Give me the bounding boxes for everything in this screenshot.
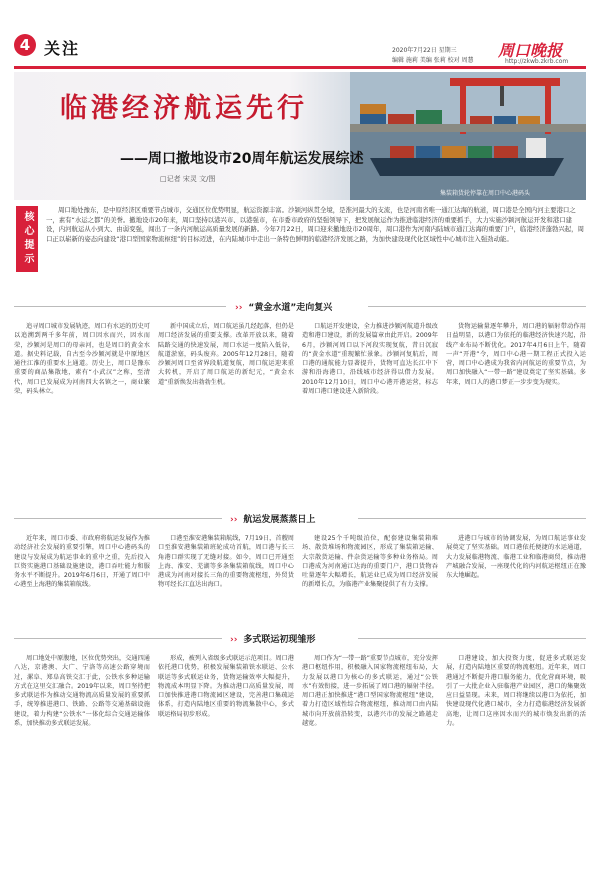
article-column: 周口地处中原腹地，区位优势突出，交通四通八达，京港澳、大广、宁洛等高速公路穿境而过，漯阜、郑阜高铁交汇于此，公铁水多种运输方式在这里交汇融合。2019年以来，周口坚持把多式联运作为推动交通物流高质量发展的重要抓手，统筹推进港口、铁路、公路等交通基础设施建设，着力构建“公铁水”一体化综合交通运输体系，加快推动多式联运发展。 bbox=[14, 655, 150, 728]
article-column: 口航运开发建设，全力推进沙颍河航道升级改造和港口建设，新的发展篇章由此开启。2009年6月，沙颍河周口以下河段实现复航，昔日沉寂的“黄金水道”重现繁忙景象。沙颍河复航后，周口港的通航能力显著提升，货物可直达长江中下游和沿海港口，沿线城市经济得以借力发展。2010年12月10日，周口中心港开港运营，标志着周口港口建设进入新阶段。 bbox=[302, 323, 438, 396]
page-number-badge: 4 bbox=[14, 34, 36, 56]
column-name: 关注 bbox=[44, 39, 81, 58]
port-photo-illustration bbox=[350, 72, 586, 200]
article-column: 口港建设，加大投资力度，促进多式联运发展，打造内陆地区重要的物流枢纽。近年来，周口港通过不断提升港口服务能力，优化营商环境，吸引了一大批企业入驻临港产业园区，港口的集聚效应日益显现。未来，周口将继续以港口为依托，加快建设现代化港口城市，全力打造临港经济发展新高地，让周口这座因水而兴的城市焕发出新的活力。 bbox=[446, 655, 586, 728]
article-column: 新中国成立后，周口航运虽几经起落，但仍是周口经济发展的重要支撑。改革开放以来，随着陆路交通的快速发展，周口水运一度陷入低谷，航道淤塞，码头废弃。2005年12月28日，随着沙颍河周口至省界段航道复航，周口航运迎来重大转机，开启了周口航运的新纪元，“黄金水道”重新焕发出勃勃生机。 bbox=[158, 323, 294, 386]
header-rule bbox=[14, 66, 586, 69]
article-column: 货物运输量逐年攀升，周口港的辐射带动作用日益明显，以港口为依托的临港经济快速兴起，沿线产业布局不断优化。2017年4月6日上午，随着一声“开港”令，周口中心港一期工程正式投入运营，周口中心港成为我省内河航运的重要节点，为周口加快融入“一带一路”建设奠定了坚实基础。多年来，周口人的港口梦正一步步变为现实。 bbox=[446, 323, 586, 386]
newspaper-logo: 周口晚报 bbox=[498, 41, 563, 60]
section-rule bbox=[14, 518, 222, 519]
article-column: 进港口与城市的协调发展，为周口航运事业发展奠定了坚实基础。周口港依托便捷的水运通道，大力发展临港物流、临港工业和临港商贸，推动港产城融合发展，一座现代化的内河航运枢纽正在豫东大地崛起。 bbox=[446, 535, 586, 580]
intro-text: 周口地处豫东，是中原经济区重要节点城市，交通区位优势明显，航运资源丰富。沙颍河纵贯全境，是淮河最大的支流，也是河南省唯一通江达海的航道，周口港是全国内河主要港口之一，素有“水运之都”的美誉。撤地设市20年来，周口坚持以港兴市、以港强市，在市委市政府的坚强领导下，把发展航运作为推进临港经济的重要抓手，大力实施沙颍河航运开发和港口建设，内河航运从小到大、由弱变强，闯出了一条内河航运高质量发展的新路。今年7月22日，周口迎来撤地设市20周年，周口港作为河南内陆城市通江达海的重要门户，临港经济蓬勃兴起，周口正以崭新的姿态向建设“港口型国家物流枢纽”的目标迈进，在内陆城市中走出一条特色鲜明的临港经济发展之路，为加快建设现代化区域性中心城市注入强劲动能。 bbox=[46, 206, 584, 243]
section-rule bbox=[14, 638, 222, 639]
article-column: 周口作为“一带一路”重要节点城市，充分发挥港口枢纽作用，积极融入国家物流枢纽布局，大力发展以港口为核心的多式联运，通过“公铁水”有效衔接，进一步拓展了周口港的辐射半径。周口港正加快推进“港口型国家物流枢纽”建设，着力打造区域性综合物流枢纽，推动周口由内陆城市向开放前沿转变，以港兴市的发展之路越走越宽。 bbox=[302, 655, 438, 728]
headline-subtitle: ——周口撤地设市20周年航运发展综述 bbox=[120, 151, 364, 167]
section-rule bbox=[358, 638, 586, 639]
section-heading-golden-waterway: ›› “黄金水道”走向复兴 bbox=[235, 303, 333, 313]
article-column: 追寻周口城市发展轨迹，周口有水运的历史可以追溯到两千多年前，周口因水而兴，因水而荣，沙颍河是周口的母亲河，也是周口的黄金水道。据史料记载，自古至今沙颍河就是中原地区通往江淮的重要水上通道。历史上，周口是豫东重要的商品集散地，素有“小武汉”之称，至清代，周口已发展成为河南四大名镇之一，商业繁荣，码头林立。 bbox=[14, 323, 150, 396]
newspaper-url: http://zkwb.zkrb.com bbox=[505, 58, 569, 65]
date-line: 2020年7月22日 星期三 bbox=[392, 47, 457, 54]
staff-line: 编辑 施莉 美编 张莉 校对 周慧 bbox=[392, 57, 474, 64]
headline-title: 临港经济航运先行 bbox=[60, 93, 308, 124]
port-photo bbox=[350, 72, 586, 200]
article-column: 形成，被列入省级多式联运示范项目。周口港依托港口优势，积极发展集装箱铁水联运、公水联运等多式联运业务，货物运输效率大幅提升，物流成本明显下降。为推动港口高质量发展，周口加快推进港口物流园区建设，完善港口集疏运体系，打造内陆地区重要的物流集散中心，多式联运格局初步形成。 bbox=[158, 655, 294, 718]
section-rule bbox=[358, 518, 586, 519]
section-heading-shipping-development: ›› 航运发展蒸蒸日上 bbox=[230, 515, 316, 525]
section-heading-multimodal-transport: ›› 多式联运初现雏形 bbox=[230, 635, 316, 645]
core-hint-tag: 核心提示 bbox=[16, 206, 38, 272]
photo-caption: 集装箱货轮停靠在周口中心港码头 bbox=[440, 190, 531, 197]
article-column: 建设25个千吨级泊位，配套建设集装箱堆场、散货堆场和物流园区，形成了集装箱运输、大宗散货运输、件杂货运输等多种业务格局。周口港成为河南通江达海的重要门户，港口货物吞吐量逐年大幅增长，航运业已成为周口经济发展的新增长点，为临港产业集聚提供了有力支撑。 bbox=[302, 535, 438, 589]
section-rule bbox=[368, 306, 586, 307]
byline: □记者 宋灵 文/图 bbox=[160, 175, 216, 183]
article-column: 口港至淮安港集装箱航线，7月19日，首艘周口至淮安港集装箱班轮成功首航，周口港与长三角港口群实现了无缝对接。如今，周口已开通至上海、淮安、芜湖等多条集装箱航线，周口中心港成为河南对接长三角的重要物流枢纽，外贸货物可经长江直达出海口。 bbox=[158, 535, 294, 589]
section-rule bbox=[14, 306, 226, 307]
article-column: 近年来，周口市委、市政府将航运发展作为推动经济社会发展的重要引擎，周口中心港码头的建设与发展成为航运事业的重中之重，先后投入巨资实施港口基础设施建设，港口吞吐能力和服务水平不断提升。2019年6月6日，开通了周口中心港至上海港的集装箱航线。 bbox=[14, 535, 150, 589]
